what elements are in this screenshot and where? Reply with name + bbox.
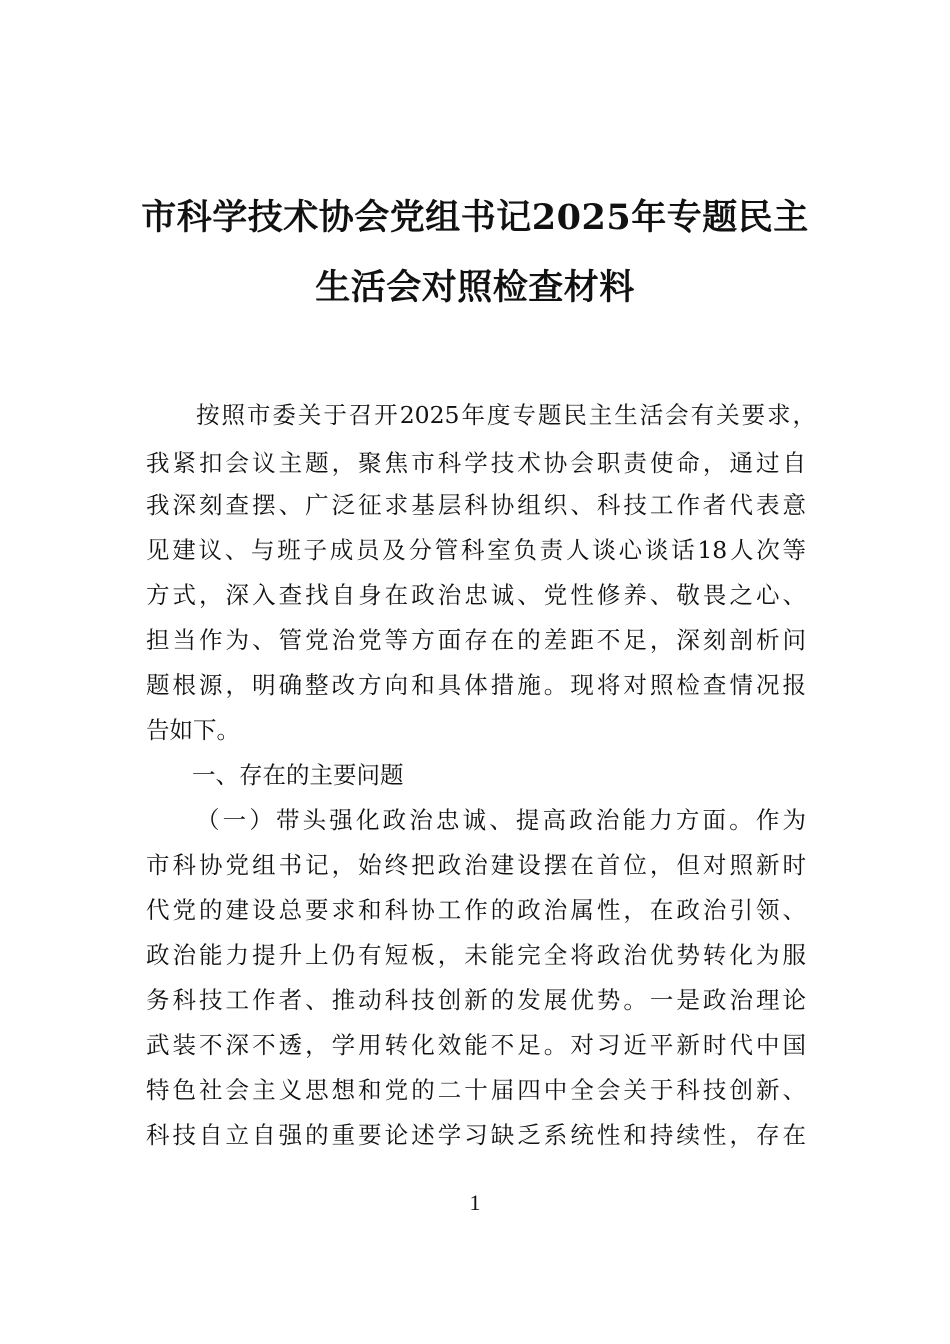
intro-line: 方式，深入查找自身在政治忠诚、党性修养、敬畏之心、 [146, 581, 806, 609]
section-line: 特色社会主义思想和党的二十届四中全会关于科技创新、 [146, 1076, 806, 1104]
section-line: 武装不深不透，学用转化效能不足。对习近平新时代中国 [146, 1031, 806, 1059]
section-line: 代党的建设总要求和科协工作的政治属性，在政治引领、 [146, 896, 806, 924]
intro-line: 担当作为、管党治党等方面存在的差距不足，深刻剖析问 [146, 626, 806, 654]
section-line: 务科技工作者、推动科技创新的发展优势。一是政治理论 [146, 986, 806, 1014]
intro-line: 告如下。 [146, 716, 240, 744]
document-title-line-1: 市科学技术协会党组书记2025年专题民主 [141, 197, 809, 238]
section-line: 科技自立自强的重要论述学习缺乏系统性和持续性，存在 [146, 1121, 806, 1149]
section-line: 市科协党组书记，始终把政治建设摆在首位，但对照新时 [146, 851, 806, 879]
intro-line: 题根源，明确整改方向和具体措施。现将对照检查情况报 [146, 671, 806, 699]
section-line: （一）带头强化政治忠诚、提高政治能力方面。作为 [196, 806, 806, 834]
document-title-line-2: 生活会对照检查材料 [315, 267, 635, 308]
page-number: 1 [469, 1190, 481, 1215]
section-heading: 一、存在的主要问题 [192, 761, 404, 789]
intro-line: 按照市委关于召开2025年度专题民主生活会有关要求， [196, 401, 816, 429]
section-line: 政治能力提升上仍有短板，未能完全将政治优势转化为服 [146, 941, 806, 969]
intro-line: 我深刻查摆、广泛征求基层科协组织、科技工作者代表意 [146, 491, 806, 519]
intro-line: 我紧扣会议主题，聚焦市科学技术协会职责使命，通过自 [146, 449, 806, 477]
intro-line: 见建议、与班子成员及分管科室负责人谈心谈话18人次等 [146, 536, 806, 564]
